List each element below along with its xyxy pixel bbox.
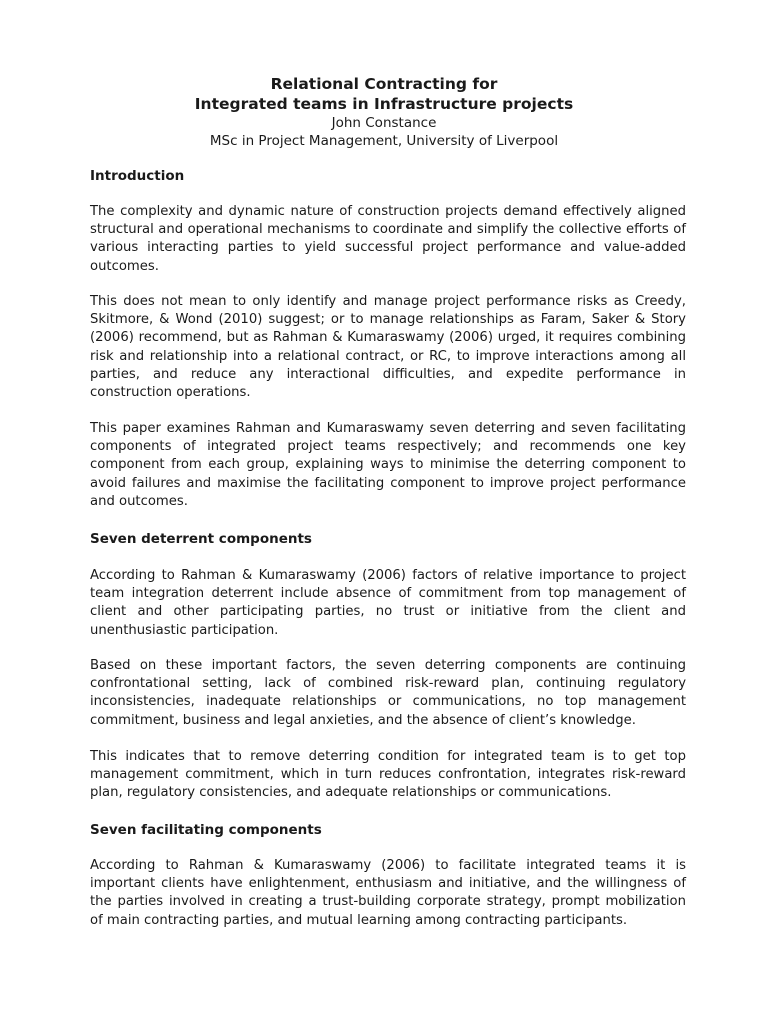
author-name: John Constance <box>331 115 437 131</box>
introduction-paragraph-1: The complexity and dynamic nature of construction projects demand effectively aligned structural and operational mechanisms to coordinate and simplify the collective efforts of various interacting parties to yield successful project performance and value-added outcomes. <box>90 204 686 274</box>
introduction-heading: Introduction <box>90 168 185 184</box>
deterrent-paragraph-3: This indicates that to remove deterring condition for integrated team is to get top management commitment, which in turn reduces confrontation, integrates risk-reward plan, regulatory consistencies, and adequate relationships or communications. <box>90 749 686 801</box>
introduction-paragraph-2: This does not mean to only identify and manage project performance risks as Creedy, Skitmore, & Wond (2010) suggest; or to manage relationships as Faram, Saker & Story (2006) recommend, but as Rahman & Kumaraswamy (2006) urged, it requires combining risk and relationship into a relational contract, or RC, to improve interactions among all parties, and reduce any interactional difficulties, and expedite performance in construction operations. <box>90 294 686 401</box>
deterrent-components-heading: Seven deterrent components <box>90 531 312 547</box>
deterrent-paragraph-2: Based on these important factors, the seven deterring components are continuing confrontational setting, lack of combined risk-reward plan, continuing regulatory inconsistencies, inadequate relationships or communications, no top management commitment, business and legal anxieties, and the absence of client’s knowledge. <box>90 658 686 728</box>
document-title-line-2: Integrated teams in Infrastructure projects <box>194 95 574 113</box>
deterrent-paragraph-1: According to Rahman & Kumaraswamy (2006) factors of relative importance to project team integration deterrent include absence of commitment from top management of client and other participating parties, no trust or initiative from the client and unenthusiastic participation. <box>90 568 686 638</box>
introduction-paragraph-3: This paper examines Rahman and Kumaraswamy seven deterring and seven facilitating components of integrated project teams respectively; and recommends one key component from each group, explaining ways to minimise the deterring component to avoid failures and maximise the facilitating component to improve project performance and outcomes. <box>90 421 686 509</box>
facilitating-paragraph-1: According to Rahman & Kumaraswamy (2006) to facilitate integrated teams it is important clients have enlightenment, enthusiasm and initiative, and the willingness of the parties involved in creating a trust-building corporate strategy, prompt mobilization of main contracting parties, and mutual learning among contracting participants. <box>90 858 686 928</box>
author-affiliation: MSc in Project Management, University of Liverpool <box>209 133 559 149</box>
facilitating-components-heading: Seven facilitating components <box>90 822 322 838</box>
document-title-line-1: Relational Contracting for <box>270 75 498 93</box>
title-block <box>0 74 768 150</box>
